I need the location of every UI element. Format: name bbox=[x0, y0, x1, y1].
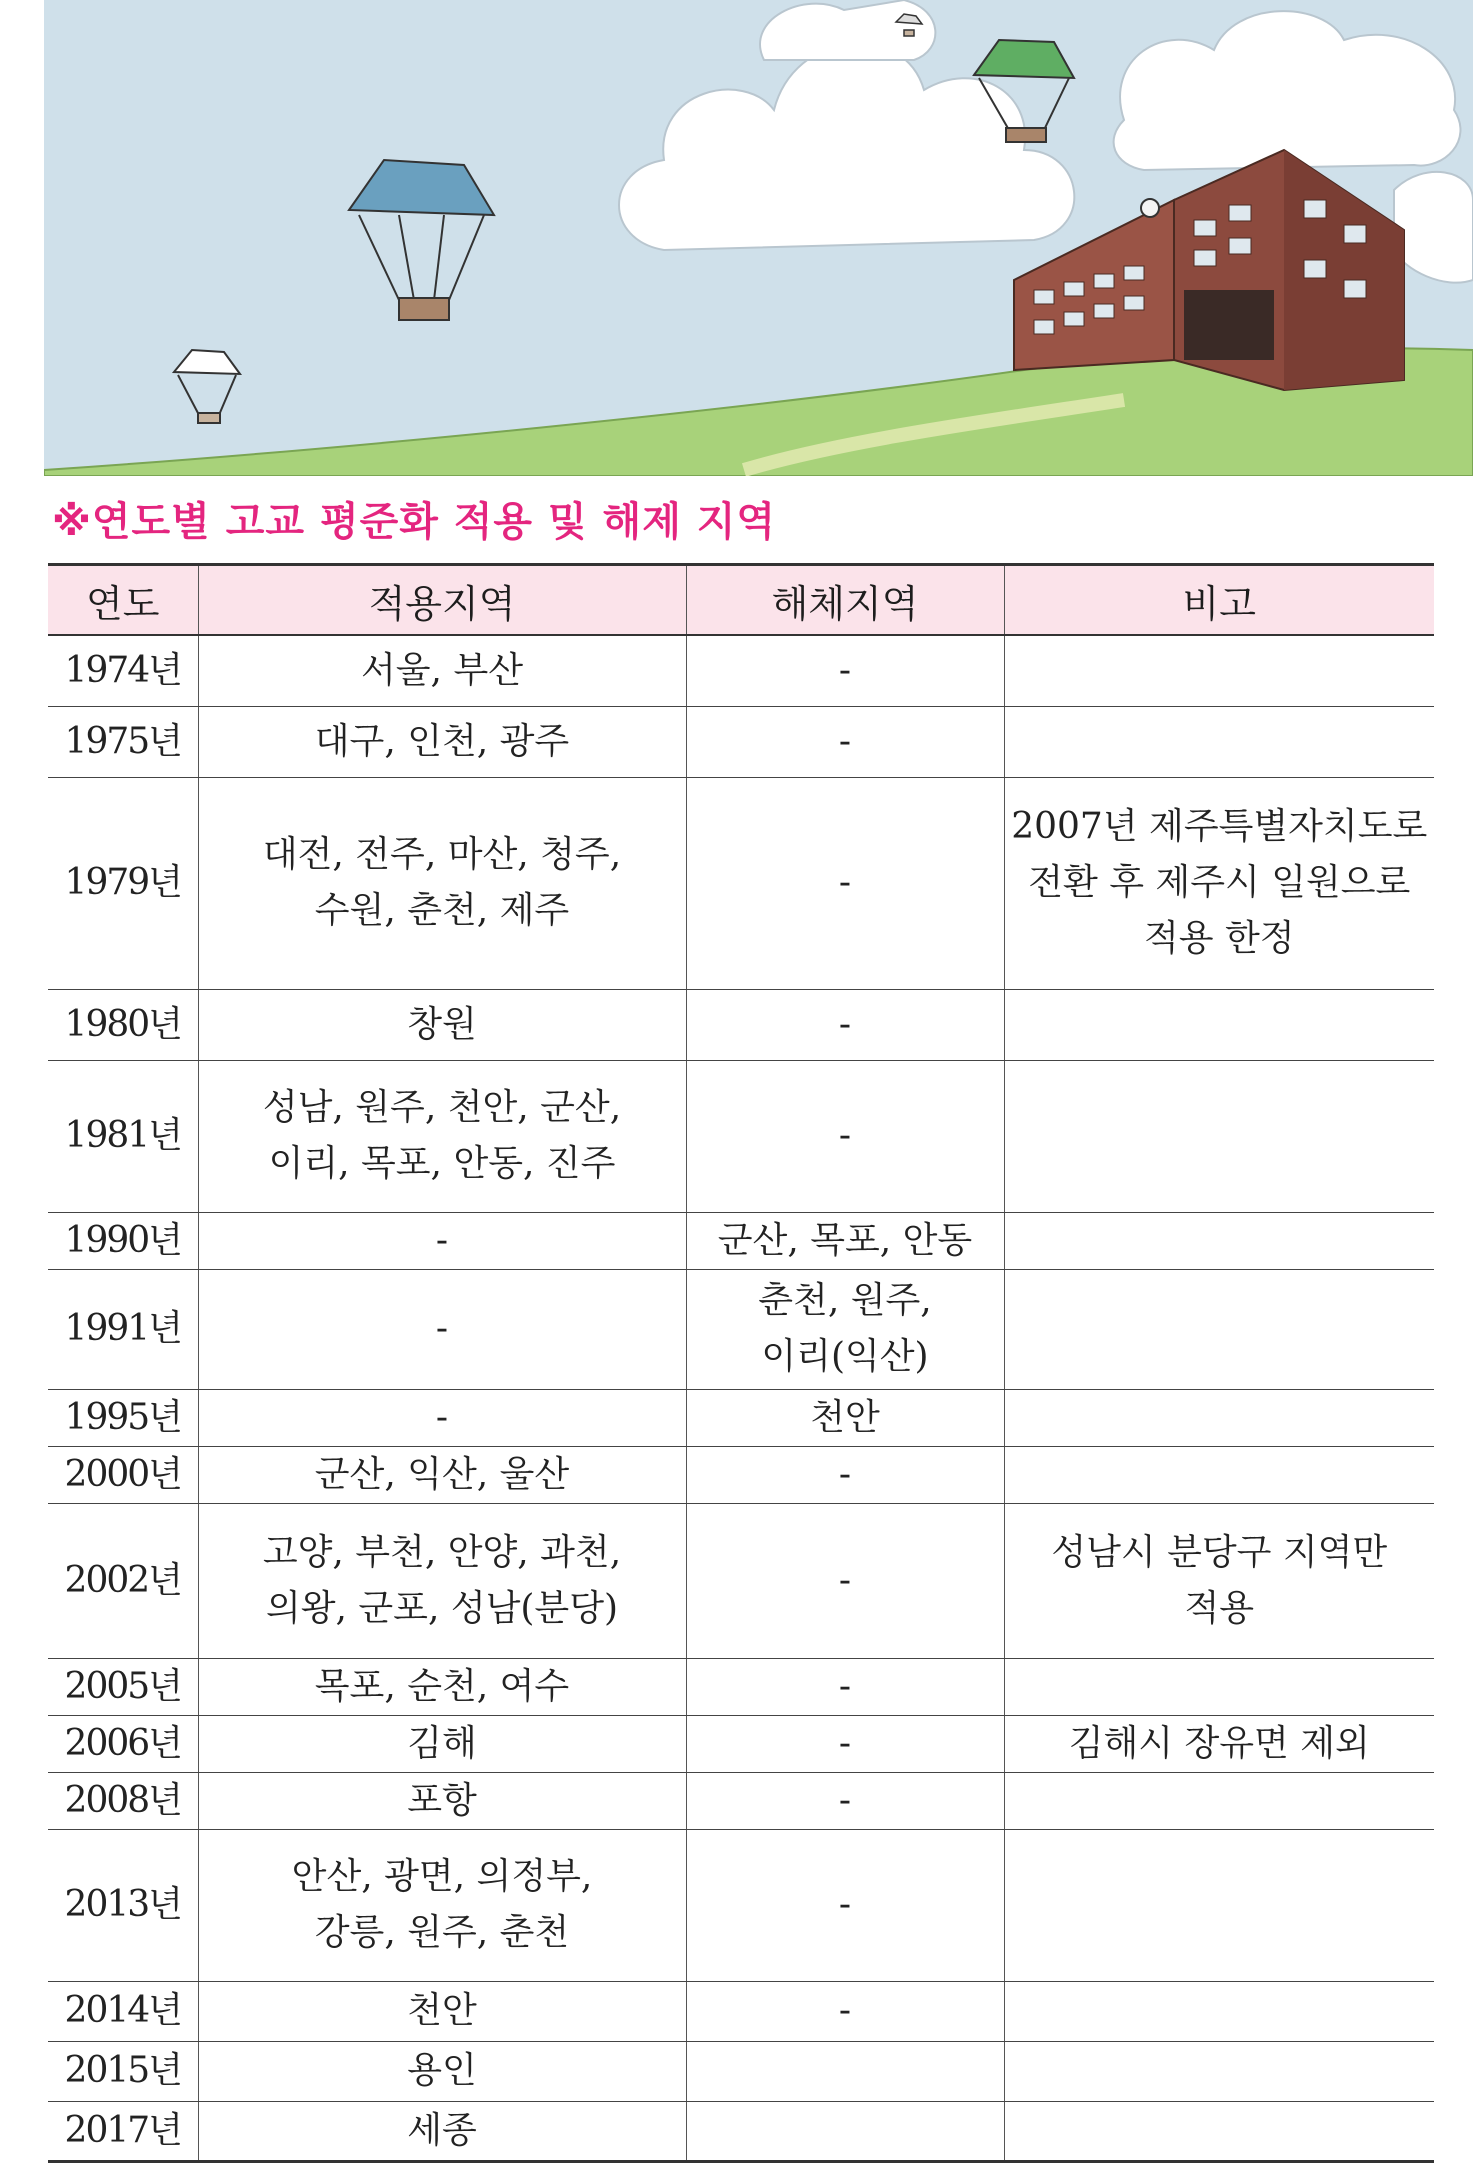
cell-applied-region bbox=[198, 1715, 686, 1772]
cell-lifted-region bbox=[686, 989, 1004, 1060]
cell-note-line: 적용 bbox=[1184, 1587, 1255, 1629]
table-row bbox=[48, 777, 1434, 989]
cell-note-line: 2007년 제주특별자치도로 bbox=[1011, 806, 1428, 847]
cell-applied-region bbox=[198, 1503, 686, 1658]
cell-lifted-region-line: 이리(익산) bbox=[761, 1336, 929, 1377]
cell-year: 2017년 bbox=[48, 2101, 198, 2161]
cell-applied-region-line: 천안 bbox=[407, 1990, 477, 2031]
cell-applied-region-line: 목포, 순천, 여수 bbox=[314, 1665, 570, 1707]
cell-note bbox=[1004, 1658, 1434, 1715]
table-row bbox=[48, 1772, 1434, 1829]
table-row bbox=[48, 1446, 1434, 1503]
table-row bbox=[48, 1981, 1434, 2041]
cell-lifted-region bbox=[686, 1446, 1004, 1503]
cell-note bbox=[1004, 1060, 1434, 1212]
cell-applied-region-line: 의왕, 군포, 성남(분당) bbox=[265, 1587, 619, 1629]
cell-applied-region bbox=[198, 1212, 686, 1269]
cell-applied-region-line: 안산, 광면, 의정부, bbox=[291, 1856, 593, 1897]
cell-lifted-region bbox=[686, 1503, 1004, 1658]
table-row bbox=[48, 1658, 1434, 1715]
cell-year: 1991년 bbox=[48, 1269, 198, 1389]
cell-year: 2005년 bbox=[48, 1658, 198, 1715]
cell-applied-region-line: 포항 bbox=[407, 1779, 477, 1821]
cell-year: 2000년 bbox=[48, 1446, 198, 1503]
table-body bbox=[48, 635, 1434, 2161]
cell-lifted-region bbox=[686, 2101, 1004, 2161]
cell-lifted-region bbox=[686, 1829, 1004, 1981]
cell-lifted-region-line: - bbox=[838, 1453, 852, 1495]
cell-applied-region-line: 창원 bbox=[407, 1003, 477, 1045]
cell-applied-region-line: 이리, 목포, 안동, 진주 bbox=[268, 1143, 616, 1184]
cell-note bbox=[1004, 1715, 1434, 1772]
cell-year: 1981년 bbox=[48, 1060, 198, 1212]
cell-applied-region-line: 성남, 원주, 천안, 군산, bbox=[262, 1087, 622, 1128]
cell-applied-region bbox=[198, 706, 686, 777]
cell-applied-region bbox=[198, 1772, 686, 1829]
school-sky-illustration bbox=[44, 0, 1473, 476]
equalization-table bbox=[48, 563, 1434, 2163]
cell-applied-region-line: 강릉, 원주, 춘천 bbox=[314, 1912, 570, 1953]
cell-lifted-region bbox=[686, 1981, 1004, 2041]
cell-applied-region bbox=[198, 1389, 686, 1446]
cell-year: 2002년 bbox=[48, 1503, 198, 1658]
table-row bbox=[48, 1829, 1434, 1981]
cell-lifted-region bbox=[686, 1715, 1004, 1772]
cell-applied-region bbox=[198, 1658, 686, 1715]
cell-lifted-region-line: - bbox=[838, 720, 852, 762]
cell-note-line: 김해시 장유면 제외 bbox=[1068, 1722, 1370, 1764]
cell-note bbox=[1004, 1829, 1434, 1981]
cell-applied-region-line: - bbox=[435, 1219, 449, 1261]
cell-applied-region-line: 용인 bbox=[407, 2050, 477, 2091]
header-applied-region: 적용지역 bbox=[198, 565, 686, 636]
header-year: 연도 bbox=[48, 565, 198, 636]
cell-applied-region-line: 대전, 전주, 마산, 청주, bbox=[262, 834, 622, 875]
cell-applied-region-line: 김해 bbox=[407, 1722, 477, 1764]
cell-lifted-region-line: - bbox=[838, 1990, 852, 2031]
cell-applied-region-line: - bbox=[435, 1396, 449, 1438]
cell-applied-region bbox=[198, 1981, 686, 2041]
cell-applied-region bbox=[198, 1446, 686, 1503]
cell-lifted-region bbox=[686, 706, 1004, 777]
table-row bbox=[48, 1269, 1434, 1389]
cell-note bbox=[1004, 777, 1434, 989]
cell-applied-region bbox=[198, 777, 686, 989]
cell-lifted-region-line: - bbox=[838, 1115, 852, 1156]
cell-note bbox=[1004, 635, 1434, 706]
cell-year: 1975년 bbox=[48, 706, 198, 777]
cell-applied-region bbox=[198, 1060, 686, 1212]
cell-lifted-region-line: 춘천, 원주, bbox=[758, 1280, 932, 1321]
table-row bbox=[48, 1212, 1434, 1269]
cell-lifted-region-line: - bbox=[838, 862, 852, 903]
cell-note bbox=[1004, 706, 1434, 777]
cell-lifted-region-line: - bbox=[838, 1884, 852, 1925]
cell-note bbox=[1004, 1389, 1434, 1446]
cell-note bbox=[1004, 1446, 1434, 1503]
table-caption: ※연도별 고교 평준화 적용 및 해제 지역 bbox=[52, 499, 777, 545]
cell-applied-region-line: 대구, 인천, 광주 bbox=[314, 720, 570, 762]
cell-lifted-region-line: - bbox=[838, 1722, 852, 1764]
cell-lifted-region bbox=[686, 1658, 1004, 1715]
cell-lifted-region bbox=[686, 1389, 1004, 1446]
cell-lifted-region bbox=[686, 1060, 1004, 1212]
cell-year: 2008년 bbox=[48, 1772, 198, 1829]
cell-lifted-region-line: 군산, 목포, 안동 bbox=[717, 1219, 973, 1261]
cell-lifted-region-line: - bbox=[838, 1559, 852, 1601]
table-row bbox=[48, 1503, 1434, 1658]
cell-note bbox=[1004, 1981, 1434, 2041]
cell-applied-region bbox=[198, 2101, 686, 2161]
cell-note bbox=[1004, 1212, 1434, 1269]
table-row bbox=[48, 635, 1434, 706]
cell-applied-region-line: 군산, 익산, 울산 bbox=[314, 1453, 570, 1495]
cell-lifted-region-line: - bbox=[838, 1779, 852, 1821]
cell-year: 1979년 bbox=[48, 777, 198, 989]
table-row bbox=[48, 2041, 1434, 2101]
cell-year: 2013년 bbox=[48, 1829, 198, 1981]
cell-note-line: 성남시 분당구 지역만 bbox=[1051, 1531, 1388, 1573]
table-row bbox=[48, 1389, 1434, 1446]
cell-note bbox=[1004, 2101, 1434, 2161]
header-illustration bbox=[44, 0, 1473, 476]
cell-year: 1980년 bbox=[48, 989, 198, 1060]
cell-note bbox=[1004, 1269, 1434, 1389]
cell-applied-region bbox=[198, 635, 686, 706]
header-lifted-region: 해체지역 bbox=[686, 565, 1004, 636]
cell-year: 1995년 bbox=[48, 1389, 198, 1446]
table-row bbox=[48, 1715, 1434, 1772]
cell-note-line: 적용 한정 bbox=[1143, 918, 1295, 959]
cell-lifted-region bbox=[686, 2041, 1004, 2101]
cell-note-line: 전환 후 제주시 일원으로 bbox=[1028, 862, 1411, 903]
cell-year: 2015년 bbox=[48, 2041, 198, 2101]
cell-year: 1974년 bbox=[48, 635, 198, 706]
cell-applied-region-line: 세종 bbox=[407, 2109, 477, 2151]
cell-year: 2014년 bbox=[48, 1981, 198, 2041]
table-header-row bbox=[48, 565, 1434, 636]
cell-lifted-region-line: 천안 bbox=[810, 1396, 880, 1438]
cell-lifted-region bbox=[686, 1772, 1004, 1829]
cell-note bbox=[1004, 1772, 1434, 1829]
cell-note bbox=[1004, 2041, 1434, 2101]
cell-note bbox=[1004, 1503, 1434, 1658]
cell-lifted-region-line: - bbox=[838, 1665, 852, 1707]
cell-lifted-region bbox=[686, 635, 1004, 706]
cell-lifted-region bbox=[686, 1269, 1004, 1389]
cell-applied-region bbox=[198, 2041, 686, 2101]
cell-applied-region-line: 수원, 춘천, 제주 bbox=[314, 890, 570, 931]
cell-lifted-region bbox=[686, 1212, 1004, 1269]
cell-applied-region bbox=[198, 1829, 686, 1981]
cell-lifted-region bbox=[686, 777, 1004, 989]
header-note: 비고 bbox=[1004, 565, 1434, 636]
cell-year: 1990년 bbox=[48, 1212, 198, 1269]
cell-applied-region-line: - bbox=[435, 1308, 449, 1349]
cell-applied-region bbox=[198, 989, 686, 1060]
cell-year: 2006년 bbox=[48, 1715, 198, 1772]
cell-note bbox=[1004, 989, 1434, 1060]
cell-applied-region bbox=[198, 1269, 686, 1389]
cell-lifted-region-line: - bbox=[838, 649, 852, 691]
cell-lifted-region-line: - bbox=[838, 1003, 852, 1045]
table-row bbox=[48, 706, 1434, 777]
cell-applied-region-line: 고양, 부천, 안양, 과천, bbox=[262, 1531, 622, 1573]
table-row bbox=[48, 2101, 1434, 2161]
cell-applied-region-line: 서울, 부산 bbox=[361, 649, 523, 691]
table-row bbox=[48, 1060, 1434, 1212]
table-row bbox=[48, 989, 1434, 1060]
